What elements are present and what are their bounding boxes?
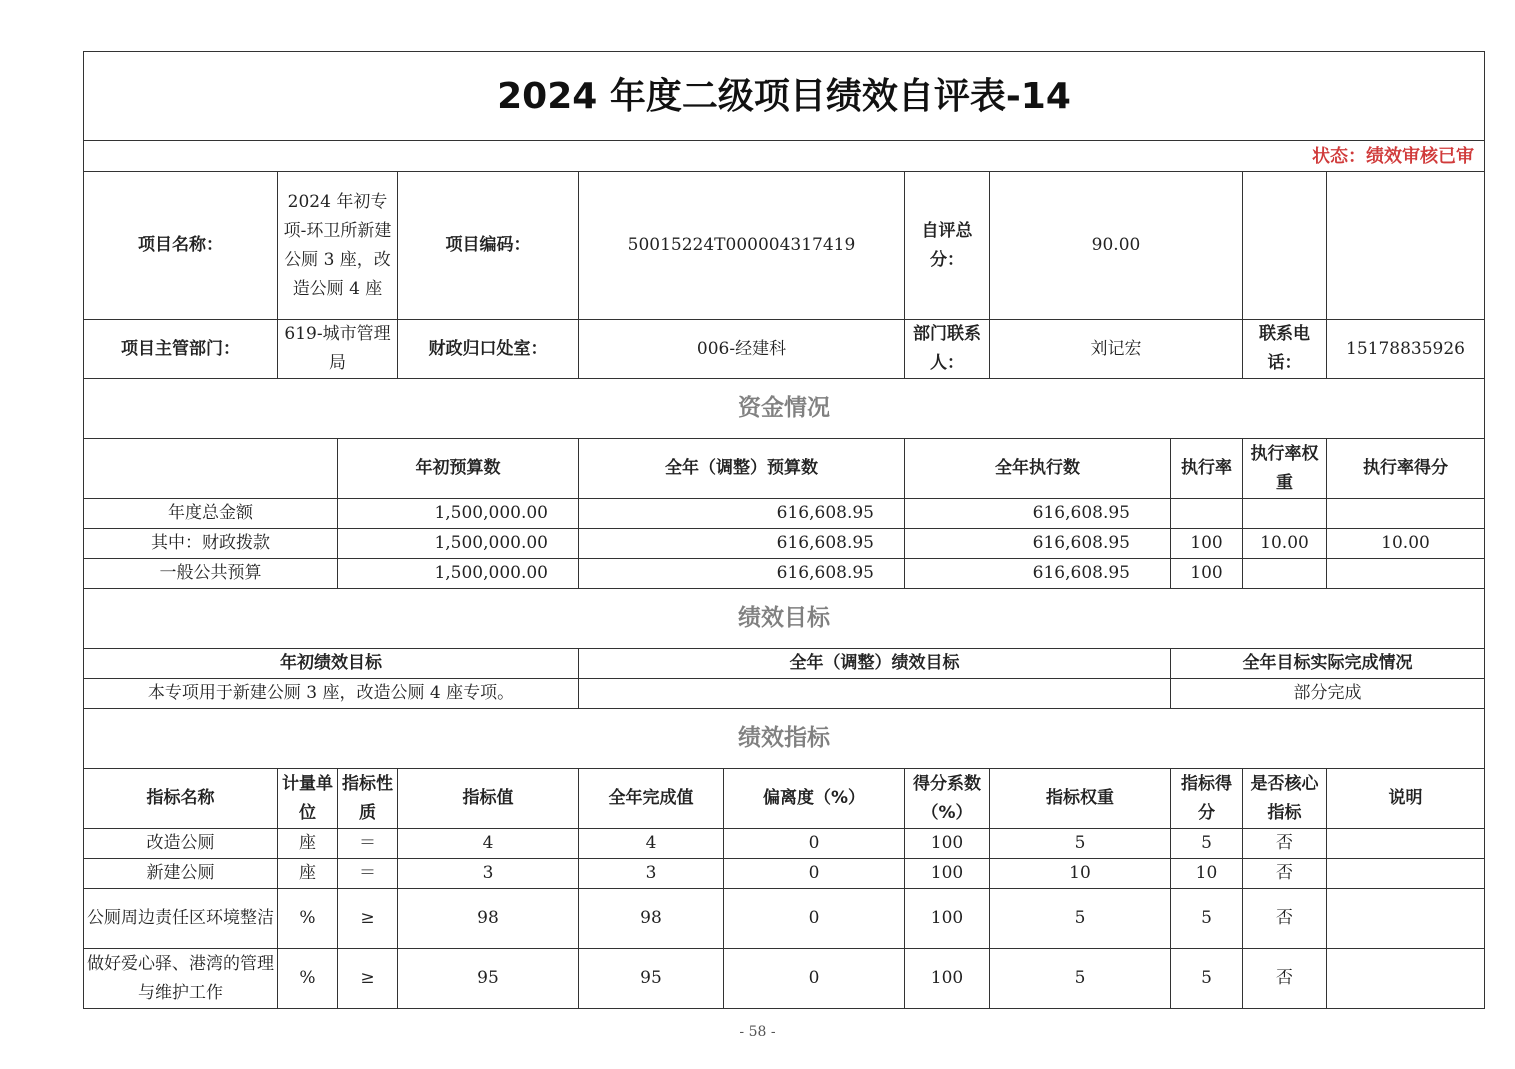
- ind-note: [1327, 949, 1485, 1009]
- funds-header-rate: 执行率: [1171, 439, 1243, 499]
- project-name-label: 项目名称：: [84, 172, 278, 320]
- status-badge: 状态：绩效审核已审: [84, 141, 1485, 172]
- table-row: [84, 829, 1485, 859]
- ind-coefficient: 100: [905, 949, 990, 1009]
- ind-score: 5: [1171, 829, 1243, 859]
- ind-name: 公厕周边责任区环境整洁: [84, 889, 278, 949]
- funds-adjusted-budget: 616,608.95: [579, 499, 905, 529]
- ind-unit: 座: [278, 829, 338, 859]
- phone-value: 15178835926: [1327, 320, 1485, 379]
- table-row: [84, 889, 1485, 949]
- ind-nature: ＝: [338, 829, 398, 859]
- ind-note: [1327, 889, 1485, 949]
- ind-core: 否: [1243, 949, 1327, 1009]
- score-value: 90.00: [990, 172, 1243, 320]
- ind-score: 5: [1171, 889, 1243, 949]
- funds-header-adjusted-budget: 全年（调整）预算数: [579, 439, 905, 499]
- funds-row-label: 年度总金额: [84, 499, 338, 529]
- ind-header-unit: 计量单位: [278, 769, 338, 829]
- funds-initial-budget: 1,500,000.00: [338, 499, 579, 529]
- funds-executed: 616,608.95: [905, 559, 1171, 589]
- ind-nature: ≥: [338, 889, 398, 949]
- project-code-label: 项目编码：: [398, 172, 579, 320]
- project-name-value: 2024 年初专项-环卫所新建公厕 3 座，改造公厕 4 座: [278, 172, 398, 320]
- ind-header-target: 指标值: [398, 769, 579, 829]
- ind-weight: 5: [990, 889, 1171, 949]
- ind-header-weight: 指标权重: [990, 769, 1171, 829]
- goals-header-initial: 年初绩效目标: [84, 649, 579, 679]
- ind-coefficient: 100: [905, 859, 990, 889]
- funds-header-initial-budget: 年初预算数: [338, 439, 579, 499]
- funds-rate: [1171, 499, 1243, 529]
- table-row: [84, 859, 1485, 889]
- funds-rate-weight: 10.00: [1243, 529, 1327, 559]
- ind-unit: %: [278, 949, 338, 1009]
- ind-unit: 座: [278, 859, 338, 889]
- funds-executed: 616,608.95: [905, 499, 1171, 529]
- ind-weight: 5: [990, 829, 1171, 859]
- funds-header-blank: [84, 439, 338, 499]
- ind-score: 5: [1171, 949, 1243, 1009]
- project-code-value: 50015224T000004317419: [579, 172, 905, 320]
- funds-row-label: 一般公共预算: [84, 559, 338, 589]
- ind-nature: ＝: [338, 859, 398, 889]
- funds-header-rate-weight: 执行率权重: [1243, 439, 1327, 499]
- ind-weight: 10: [990, 859, 1171, 889]
- funds-rate-score: [1327, 559, 1485, 589]
- goals-header-completion: 全年目标实际完成情况: [1171, 649, 1485, 679]
- funds-rate-score: [1327, 499, 1485, 529]
- goals-initial-value: 本专项用于新建公厕 3 座，改造公厕 4 座专项。: [84, 679, 579, 709]
- ind-weight: 5: [990, 949, 1171, 1009]
- goals-adjusted-value: [579, 679, 1171, 709]
- ind-header-deviation: 偏离度（%）: [724, 769, 905, 829]
- table-row: [84, 559, 1485, 589]
- ind-unit: %: [278, 889, 338, 949]
- ind-actual: 4: [579, 829, 724, 859]
- table-row: [84, 529, 1485, 559]
- ind-header-coefficient: 得分系数（%）: [905, 769, 990, 829]
- ind-header-nature: 指标性质: [338, 769, 398, 829]
- ind-deviation: 0: [724, 829, 905, 859]
- funds-row-label: 其中：财政拨款: [84, 529, 338, 559]
- funds-rate-score: 10.00: [1327, 529, 1485, 559]
- page-number: - 58 -: [739, 1024, 776, 1040]
- indicators-section-title: 绩效指标: [84, 709, 1485, 769]
- funds-rate-weight: [1243, 499, 1327, 529]
- ind-core: 否: [1243, 829, 1327, 859]
- ind-core: 否: [1243, 889, 1327, 949]
- funds-rate: 100: [1171, 559, 1243, 589]
- ind-core: 否: [1243, 859, 1327, 889]
- goals-completion-value: 部分完成: [1171, 679, 1485, 709]
- ind-name: 改造公厕: [84, 829, 278, 859]
- empty-cell: [1243, 172, 1327, 320]
- funds-rate: 100: [1171, 529, 1243, 559]
- dept-label: 项目主管部门：: [84, 320, 278, 379]
- ind-name: 做好爱心驿、港湾的管理与维护工作: [84, 949, 278, 1009]
- page-title: 2024 年度二级项目绩效自评表-14: [84, 52, 1485, 141]
- funds-initial-budget: 1,500,000.00: [338, 529, 579, 559]
- table-row: [84, 679, 1485, 709]
- ind-target: 4: [398, 829, 579, 859]
- table-row: [84, 499, 1485, 529]
- phone-label: 联系电话：: [1243, 320, 1327, 379]
- ind-score: 10: [1171, 859, 1243, 889]
- ind-header-core: 是否核心指标: [1243, 769, 1327, 829]
- dept-value: 619-城市管理局: [278, 320, 398, 379]
- evaluation-table: [83, 51, 1485, 1009]
- ind-header-actual: 全年完成值: [579, 769, 724, 829]
- funds-header-executed: 全年执行数: [905, 439, 1171, 499]
- ind-nature: ≥: [338, 949, 398, 1009]
- ind-header-note: 说明: [1327, 769, 1485, 829]
- funds-adjusted-budget: 616,608.95: [579, 559, 905, 589]
- ind-target: 95: [398, 949, 579, 1009]
- goals-header-adjusted: 全年（调整）绩效目标: [579, 649, 1171, 679]
- funds-executed: 616,608.95: [905, 529, 1171, 559]
- funds-adjusted-budget: 616,608.95: [579, 529, 905, 559]
- ind-target: 98: [398, 889, 579, 949]
- ind-name: 新建公厕: [84, 859, 278, 889]
- ind-actual: 98: [579, 889, 724, 949]
- ind-header-name: 指标名称: [84, 769, 278, 829]
- ind-note: [1327, 859, 1485, 889]
- performance-sheet: [83, 51, 1484, 1009]
- contact-value: 刘记宏: [990, 320, 1243, 379]
- finance-label: 财政归口处室：: [398, 320, 579, 379]
- ind-deviation: 0: [724, 859, 905, 889]
- funds-section-title: 资金情况: [84, 379, 1485, 439]
- ind-target: 3: [398, 859, 579, 889]
- ind-note: [1327, 829, 1485, 859]
- table-row: [84, 949, 1485, 1009]
- ind-header-score: 指标得分: [1171, 769, 1243, 829]
- finance-value: 006-经建科: [579, 320, 905, 379]
- ind-coefficient: 100: [905, 889, 990, 949]
- score-label: 自评总分：: [905, 172, 990, 320]
- ind-coefficient: 100: [905, 829, 990, 859]
- ind-deviation: 0: [724, 889, 905, 949]
- funds-rate-weight: [1243, 559, 1327, 589]
- funds-header-rate-score: 执行率得分: [1327, 439, 1485, 499]
- ind-actual: 95: [579, 949, 724, 1009]
- funds-initial-budget: 1,500,000.00: [338, 559, 579, 589]
- empty-cell: [1327, 172, 1485, 320]
- ind-deviation: 0: [724, 949, 905, 1009]
- ind-actual: 3: [579, 859, 724, 889]
- goals-section-title: 绩效目标: [84, 589, 1485, 649]
- contact-label: 部门联系人：: [905, 320, 990, 379]
